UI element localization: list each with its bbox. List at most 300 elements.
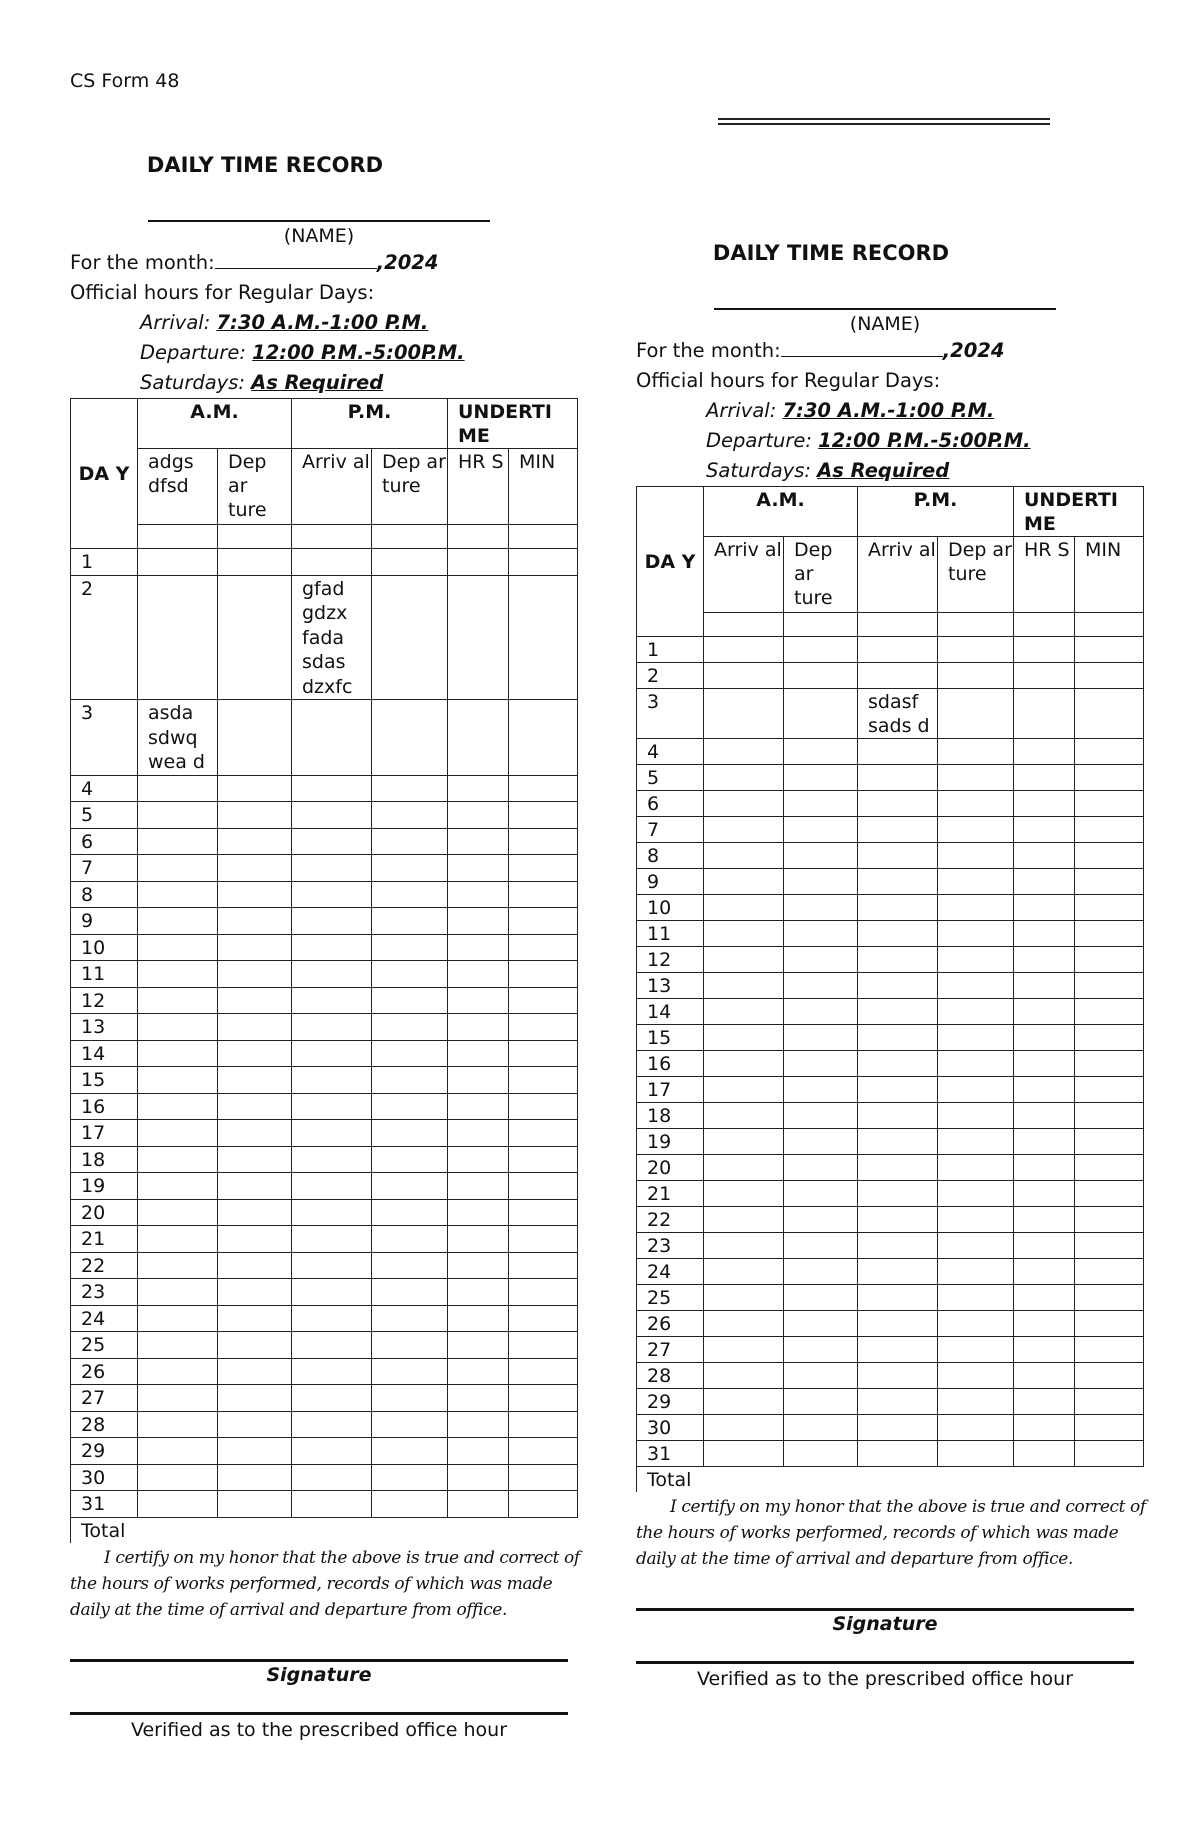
time-cell[interactable]: [509, 1332, 578, 1359]
time-cell[interactable]: [509, 987, 578, 1014]
time-cell[interactable]: [218, 855, 292, 882]
time-cell[interactable]: [509, 1120, 578, 1147]
time-cell[interactable]: [448, 934, 509, 961]
time-cell[interactable]: [1075, 765, 1144, 791]
time-cell[interactable]: [292, 908, 372, 935]
time-cell[interactable]: [1014, 1155, 1075, 1181]
time-cell[interactable]: [1014, 843, 1075, 869]
time-cell[interactable]: [704, 843, 784, 869]
time-cell[interactable]: [218, 1014, 292, 1041]
time-cell[interactable]: [938, 765, 1014, 791]
time-cell[interactable]: [784, 765, 858, 791]
time-cell[interactable]: [218, 1332, 292, 1359]
time-cell[interactable]: [1075, 973, 1144, 999]
time-cell[interactable]: [704, 689, 784, 739]
time-cell[interactable]: [858, 1129, 938, 1155]
time-cell[interactable]: [1014, 895, 1075, 921]
time-cell[interactable]: [509, 1305, 578, 1332]
time-cell[interactable]: [938, 1233, 1014, 1259]
time-cell[interactable]: [858, 1051, 938, 1077]
time-cell[interactable]: [372, 1120, 448, 1147]
name-field-line[interactable]: [714, 308, 1056, 310]
time-cell[interactable]: [784, 1259, 858, 1285]
time-cell[interactable]: [138, 1385, 218, 1412]
time-cell[interactable]: [1075, 1389, 1144, 1415]
time-cell[interactable]: [704, 973, 784, 999]
time-cell[interactable]: [218, 1305, 292, 1332]
time-cell[interactable]: [509, 828, 578, 855]
time-cell[interactable]: [372, 1093, 448, 1120]
time-cell[interactable]: [704, 637, 784, 663]
time-cell[interactable]: [218, 1173, 292, 1200]
time-cell[interactable]: [858, 1389, 938, 1415]
time-cell[interactable]: [372, 549, 448, 576]
time-cell[interactable]: [1014, 1129, 1075, 1155]
time-cell[interactable]: [509, 1093, 578, 1120]
time-cell[interactable]: [1014, 1077, 1075, 1103]
time-cell[interactable]: [138, 1120, 218, 1147]
time-cell[interactable]: [1014, 1233, 1075, 1259]
time-cell[interactable]: [448, 1226, 509, 1253]
time-cell[interactable]: [138, 1491, 218, 1518]
verified-line[interactable]: [70, 1712, 568, 1715]
time-cell[interactable]: [448, 575, 509, 700]
time-cell[interactable]: [509, 1226, 578, 1253]
time-cell[interactable]: [292, 855, 372, 882]
time-cell[interactable]: [858, 947, 938, 973]
time-cell[interactable]: [784, 1233, 858, 1259]
time-cell[interactable]: [938, 1415, 1014, 1441]
time-cell[interactable]: [372, 700, 448, 776]
time-cell[interactable]: [218, 1491, 292, 1518]
time-cell[interactable]: [448, 1279, 509, 1306]
time-cell[interactable]: [858, 1311, 938, 1337]
time-cell[interactable]: [218, 961, 292, 988]
time-cell[interactable]: [1075, 843, 1144, 869]
time-cell[interactable]: [448, 908, 509, 935]
time-cell[interactable]: [858, 637, 938, 663]
time-cell[interactable]: [858, 1077, 938, 1103]
time-cell[interactable]: [292, 987, 372, 1014]
time-cell[interactable]: [784, 1441, 858, 1467]
time-cell[interactable]: [292, 881, 372, 908]
time-cell[interactable]: [218, 1093, 292, 1120]
time-cell[interactable]: [509, 775, 578, 802]
time-cell[interactable]: [1075, 1181, 1144, 1207]
time-cell[interactable]: [509, 1040, 578, 1067]
time-cell[interactable]: [448, 1411, 509, 1438]
time-cell[interactable]: [704, 999, 784, 1025]
time-cell[interactable]: [1014, 1207, 1075, 1233]
time-cell[interactable]: [784, 921, 858, 947]
time-cell[interactable]: [1014, 739, 1075, 765]
time-cell[interactable]: [704, 1441, 784, 1467]
time-cell[interactable]: [448, 987, 509, 1014]
time-cell[interactable]: [1014, 1285, 1075, 1311]
time-cell[interactable]: [292, 1146, 372, 1173]
time-cell[interactable]: [509, 1358, 578, 1385]
time-cell[interactable]: [292, 1464, 372, 1491]
time-cell[interactable]: [372, 1491, 448, 1518]
time-cell[interactable]: [1075, 1259, 1144, 1285]
time-cell[interactable]: [509, 700, 578, 776]
month-field[interactable]: [781, 338, 943, 357]
time-cell[interactable]: [292, 1252, 372, 1279]
time-cell[interactable]: [218, 1464, 292, 1491]
time-cell[interactable]: [138, 1305, 218, 1332]
verified-line[interactable]: [636, 1661, 1134, 1664]
time-cell[interactable]: [704, 1207, 784, 1233]
time-cell[interactable]: [1014, 1181, 1075, 1207]
time-cell[interactable]: [218, 987, 292, 1014]
time-cell[interactable]: [1075, 1207, 1144, 1233]
time-cell[interactable]: [938, 973, 1014, 999]
time-cell[interactable]: [1014, 1051, 1075, 1077]
time-cell[interactable]: [138, 908, 218, 935]
time-cell[interactable]: [292, 802, 372, 829]
time-cell[interactable]: [858, 1181, 938, 1207]
time-cell[interactable]: [784, 689, 858, 739]
time-cell[interactable]: [292, 1332, 372, 1359]
time-cell[interactable]: [138, 1226, 218, 1253]
time-cell[interactable]: [858, 895, 938, 921]
time-cell[interactable]: [938, 843, 1014, 869]
time-cell[interactable]: [292, 1067, 372, 1094]
time-cell[interactable]: [784, 1103, 858, 1129]
time-cell[interactable]: [138, 1093, 218, 1120]
time-cell[interactable]: [784, 1311, 858, 1337]
time-cell[interactable]: [938, 1389, 1014, 1415]
time-cell[interactable]: [938, 1207, 1014, 1233]
time-cell[interactable]: [1014, 791, 1075, 817]
time-cell[interactable]: [509, 1146, 578, 1173]
time-cell[interactable]: [448, 1120, 509, 1147]
time-cell[interactable]: [1075, 1415, 1144, 1441]
time-cell[interactable]: [292, 775, 372, 802]
time-cell[interactable]: [938, 1311, 1014, 1337]
time-cell[interactable]: [704, 1311, 784, 1337]
time-cell[interactable]: [372, 775, 448, 802]
time-cell[interactable]: [858, 1337, 938, 1363]
time-cell[interactable]: [938, 1051, 1014, 1077]
time-cell[interactable]: [1014, 1389, 1075, 1415]
time-cell[interactable]: [218, 1120, 292, 1147]
time-cell[interactable]: [292, 1226, 372, 1253]
time-cell[interactable]: [704, 1181, 784, 1207]
time-cell[interactable]: [704, 1259, 784, 1285]
time-cell[interactable]: [784, 1389, 858, 1415]
time-cell[interactable]: [1014, 921, 1075, 947]
time-cell[interactable]: sdasf sads d: [858, 689, 938, 739]
time-cell[interactable]: [218, 1146, 292, 1173]
time-cell[interactable]: [372, 987, 448, 1014]
time-cell[interactable]: [1014, 765, 1075, 791]
time-cell[interactable]: [1014, 1025, 1075, 1051]
time-cell[interactable]: [784, 1129, 858, 1155]
time-cell[interactable]: [218, 908, 292, 935]
time-cell[interactable]: [509, 908, 578, 935]
time-cell[interactable]: [372, 1040, 448, 1067]
time-cell[interactable]: [784, 739, 858, 765]
time-cell[interactable]: [509, 1438, 578, 1465]
time-cell[interactable]: [1075, 921, 1144, 947]
time-cell[interactable]: [138, 1199, 218, 1226]
time-cell[interactable]: [784, 817, 858, 843]
time-cell[interactable]: [704, 1155, 784, 1181]
time-cell[interactable]: [1014, 1103, 1075, 1129]
time-cell[interactable]: [448, 1464, 509, 1491]
time-cell[interactable]: [784, 663, 858, 689]
time-cell[interactable]: [1075, 1025, 1144, 1051]
time-cell[interactable]: [1014, 973, 1075, 999]
time-cell[interactable]: [858, 1233, 938, 1259]
time-cell[interactable]: [1075, 791, 1144, 817]
time-cell[interactable]: [292, 1385, 372, 1412]
time-cell[interactable]: [138, 1279, 218, 1306]
time-cell[interactable]: [509, 934, 578, 961]
time-cell[interactable]: [448, 1067, 509, 1094]
time-cell[interactable]: [509, 1464, 578, 1491]
time-cell[interactable]: [448, 1332, 509, 1359]
time-cell[interactable]: [784, 1285, 858, 1311]
time-cell[interactable]: [292, 1305, 372, 1332]
time-cell[interactable]: [1075, 1051, 1144, 1077]
time-cell[interactable]: [372, 1385, 448, 1412]
time-cell[interactable]: [938, 1181, 1014, 1207]
time-cell[interactable]: [704, 1389, 784, 1415]
time-cell[interactable]: [1014, 689, 1075, 739]
time-cell[interactable]: [292, 1199, 372, 1226]
time-cell[interactable]: [218, 1067, 292, 1094]
time-cell[interactable]: [704, 1077, 784, 1103]
time-cell[interactable]: [218, 700, 292, 776]
time-cell[interactable]: [138, 961, 218, 988]
time-cell[interactable]: [292, 1173, 372, 1200]
time-cell[interactable]: [138, 775, 218, 802]
time-cell[interactable]: [138, 1332, 218, 1359]
time-cell[interactable]: [704, 791, 784, 817]
time-cell[interactable]: [784, 1337, 858, 1363]
time-cell[interactable]: [938, 791, 1014, 817]
time-cell[interactable]: [784, 637, 858, 663]
time-cell[interactable]: [138, 1173, 218, 1200]
time-cell[interactable]: [218, 1358, 292, 1385]
time-cell[interactable]: [704, 1025, 784, 1051]
time-cell[interactable]: [784, 1181, 858, 1207]
time-cell[interactable]: [372, 1332, 448, 1359]
time-cell[interactable]: [938, 1103, 1014, 1129]
time-cell[interactable]: [448, 961, 509, 988]
time-cell[interactable]: [292, 1411, 372, 1438]
time-cell[interactable]: [1075, 1337, 1144, 1363]
time-cell[interactable]: [372, 1014, 448, 1041]
time-cell[interactable]: [784, 947, 858, 973]
time-cell[interactable]: [784, 1077, 858, 1103]
time-cell[interactable]: [1075, 663, 1144, 689]
time-cell[interactable]: [704, 895, 784, 921]
time-cell[interactable]: [218, 575, 292, 700]
time-cell[interactable]: [1075, 947, 1144, 973]
time-cell[interactable]: [784, 1415, 858, 1441]
time-cell[interactable]: [1075, 1129, 1144, 1155]
time-cell[interactable]: [448, 1040, 509, 1067]
time-cell[interactable]: [858, 1363, 938, 1389]
time-cell[interactable]: [138, 802, 218, 829]
time-cell[interactable]: [1075, 689, 1144, 739]
time-cell[interactable]: [784, 895, 858, 921]
time-cell[interactable]: [448, 881, 509, 908]
time-cell[interactable]: [138, 549, 218, 576]
time-cell[interactable]: [292, 1358, 372, 1385]
time-cell[interactable]: [1075, 895, 1144, 921]
time-cell[interactable]: [292, 1491, 372, 1518]
time-cell[interactable]: [1075, 1233, 1144, 1259]
time-cell[interactable]: [372, 1067, 448, 1094]
time-cell[interactable]: [1075, 1285, 1144, 1311]
time-cell[interactable]: [372, 1173, 448, 1200]
time-cell[interactable]: [138, 1040, 218, 1067]
time-cell[interactable]: [704, 1233, 784, 1259]
time-cell[interactable]: [138, 1067, 218, 1094]
time-cell[interactable]: [784, 843, 858, 869]
time-cell[interactable]: [138, 1014, 218, 1041]
time-cell[interactable]: [858, 1155, 938, 1181]
time-cell[interactable]: [1014, 817, 1075, 843]
time-cell[interactable]: [138, 934, 218, 961]
time-cell[interactable]: [858, 999, 938, 1025]
time-cell[interactable]: [372, 1438, 448, 1465]
time-cell[interactable]: [448, 775, 509, 802]
time-cell[interactable]: [509, 1014, 578, 1041]
time-cell[interactable]: [938, 1337, 1014, 1363]
time-cell[interactable]: [372, 1279, 448, 1306]
time-cell[interactable]: [704, 765, 784, 791]
time-cell[interactable]: [784, 1155, 858, 1181]
time-cell[interactable]: [138, 1358, 218, 1385]
time-cell[interactable]: [858, 843, 938, 869]
time-cell[interactable]: [858, 739, 938, 765]
time-cell[interactable]: [938, 1363, 1014, 1389]
time-cell[interactable]: [1075, 869, 1144, 895]
time-cell[interactable]: [138, 881, 218, 908]
time-cell[interactable]: [784, 1051, 858, 1077]
time-cell[interactable]: [448, 1093, 509, 1120]
time-cell[interactable]: [292, 1120, 372, 1147]
time-cell[interactable]: [509, 1199, 578, 1226]
time-cell[interactable]: [138, 1411, 218, 1438]
time-cell[interactable]: [372, 1199, 448, 1226]
time-cell[interactable]: [218, 828, 292, 855]
time-cell[interactable]: [938, 1129, 1014, 1155]
time-cell[interactable]: [448, 1014, 509, 1041]
time-cell[interactable]: [1075, 999, 1144, 1025]
time-cell[interactable]: [218, 1279, 292, 1306]
time-cell[interactable]: [784, 1207, 858, 1233]
time-cell[interactable]: [509, 961, 578, 988]
time-cell[interactable]: [1014, 1441, 1075, 1467]
time-cell[interactable]: [292, 961, 372, 988]
time-cell[interactable]: [448, 828, 509, 855]
time-cell[interactable]: [292, 1093, 372, 1120]
time-cell[interactable]: [372, 961, 448, 988]
time-cell[interactable]: [138, 1146, 218, 1173]
time-cell[interactable]: [218, 1411, 292, 1438]
time-cell[interactable]: [858, 1415, 938, 1441]
time-cell[interactable]: [1075, 1077, 1144, 1103]
time-cell[interactable]: [509, 855, 578, 882]
time-cell[interactable]: [372, 802, 448, 829]
time-cell[interactable]: [372, 1464, 448, 1491]
time-cell[interactable]: [372, 828, 448, 855]
time-cell[interactable]: [704, 739, 784, 765]
time-cell[interactable]: [938, 817, 1014, 843]
time-cell[interactable]: [448, 1173, 509, 1200]
time-cell[interactable]: [858, 1441, 938, 1467]
time-cell[interactable]: [704, 1363, 784, 1389]
time-cell[interactable]: [292, 1279, 372, 1306]
time-cell[interactable]: [938, 1025, 1014, 1051]
time-cell[interactable]: [1014, 663, 1075, 689]
time-cell[interactable]: [1075, 817, 1144, 843]
time-cell[interactable]: [218, 881, 292, 908]
time-cell[interactable]: [448, 1385, 509, 1412]
time-cell[interactable]: [938, 947, 1014, 973]
time-cell[interactable]: [1075, 1363, 1144, 1389]
time-cell[interactable]: [372, 1305, 448, 1332]
time-cell[interactable]: [704, 663, 784, 689]
time-cell[interactable]: [938, 1285, 1014, 1311]
time-cell[interactable]: [1014, 947, 1075, 973]
time-cell[interactable]: [138, 1464, 218, 1491]
time-cell[interactable]: [509, 1279, 578, 1306]
time-cell[interactable]: [858, 973, 938, 999]
time-cell[interactable]: [218, 802, 292, 829]
time-cell[interactable]: [704, 1415, 784, 1441]
time-cell[interactable]: [938, 1259, 1014, 1285]
time-cell[interactable]: [218, 1385, 292, 1412]
time-cell[interactable]: asda sdwq wea d: [138, 700, 218, 776]
time-cell[interactable]: [1014, 869, 1075, 895]
time-cell[interactable]: [938, 663, 1014, 689]
time-cell[interactable]: [292, 549, 372, 576]
time-cell[interactable]: [509, 802, 578, 829]
time-cell[interactable]: [938, 637, 1014, 663]
time-cell[interactable]: [509, 1411, 578, 1438]
time-cell[interactable]: [858, 817, 938, 843]
time-cell[interactable]: [372, 881, 448, 908]
time-cell[interactable]: [938, 921, 1014, 947]
time-cell[interactable]: [938, 739, 1014, 765]
time-cell[interactable]: [858, 1285, 938, 1311]
time-cell[interactable]: gfad gdzx fada sdas dzxfc: [292, 575, 372, 700]
time-cell[interactable]: [138, 987, 218, 1014]
time-cell[interactable]: [784, 999, 858, 1025]
time-cell[interactable]: [448, 855, 509, 882]
time-cell[interactable]: [372, 1358, 448, 1385]
time-cell[interactable]: [858, 921, 938, 947]
time-cell[interactable]: [704, 1051, 784, 1077]
time-cell[interactable]: [1075, 1155, 1144, 1181]
time-cell[interactable]: [138, 1438, 218, 1465]
time-cell[interactable]: [372, 1226, 448, 1253]
time-cell[interactable]: [372, 908, 448, 935]
time-cell[interactable]: [292, 1040, 372, 1067]
time-cell[interactable]: [1014, 1337, 1075, 1363]
time-cell[interactable]: [704, 817, 784, 843]
time-cell[interactable]: [509, 881, 578, 908]
time-cell[interactable]: [218, 775, 292, 802]
time-cell[interactable]: [218, 1226, 292, 1253]
